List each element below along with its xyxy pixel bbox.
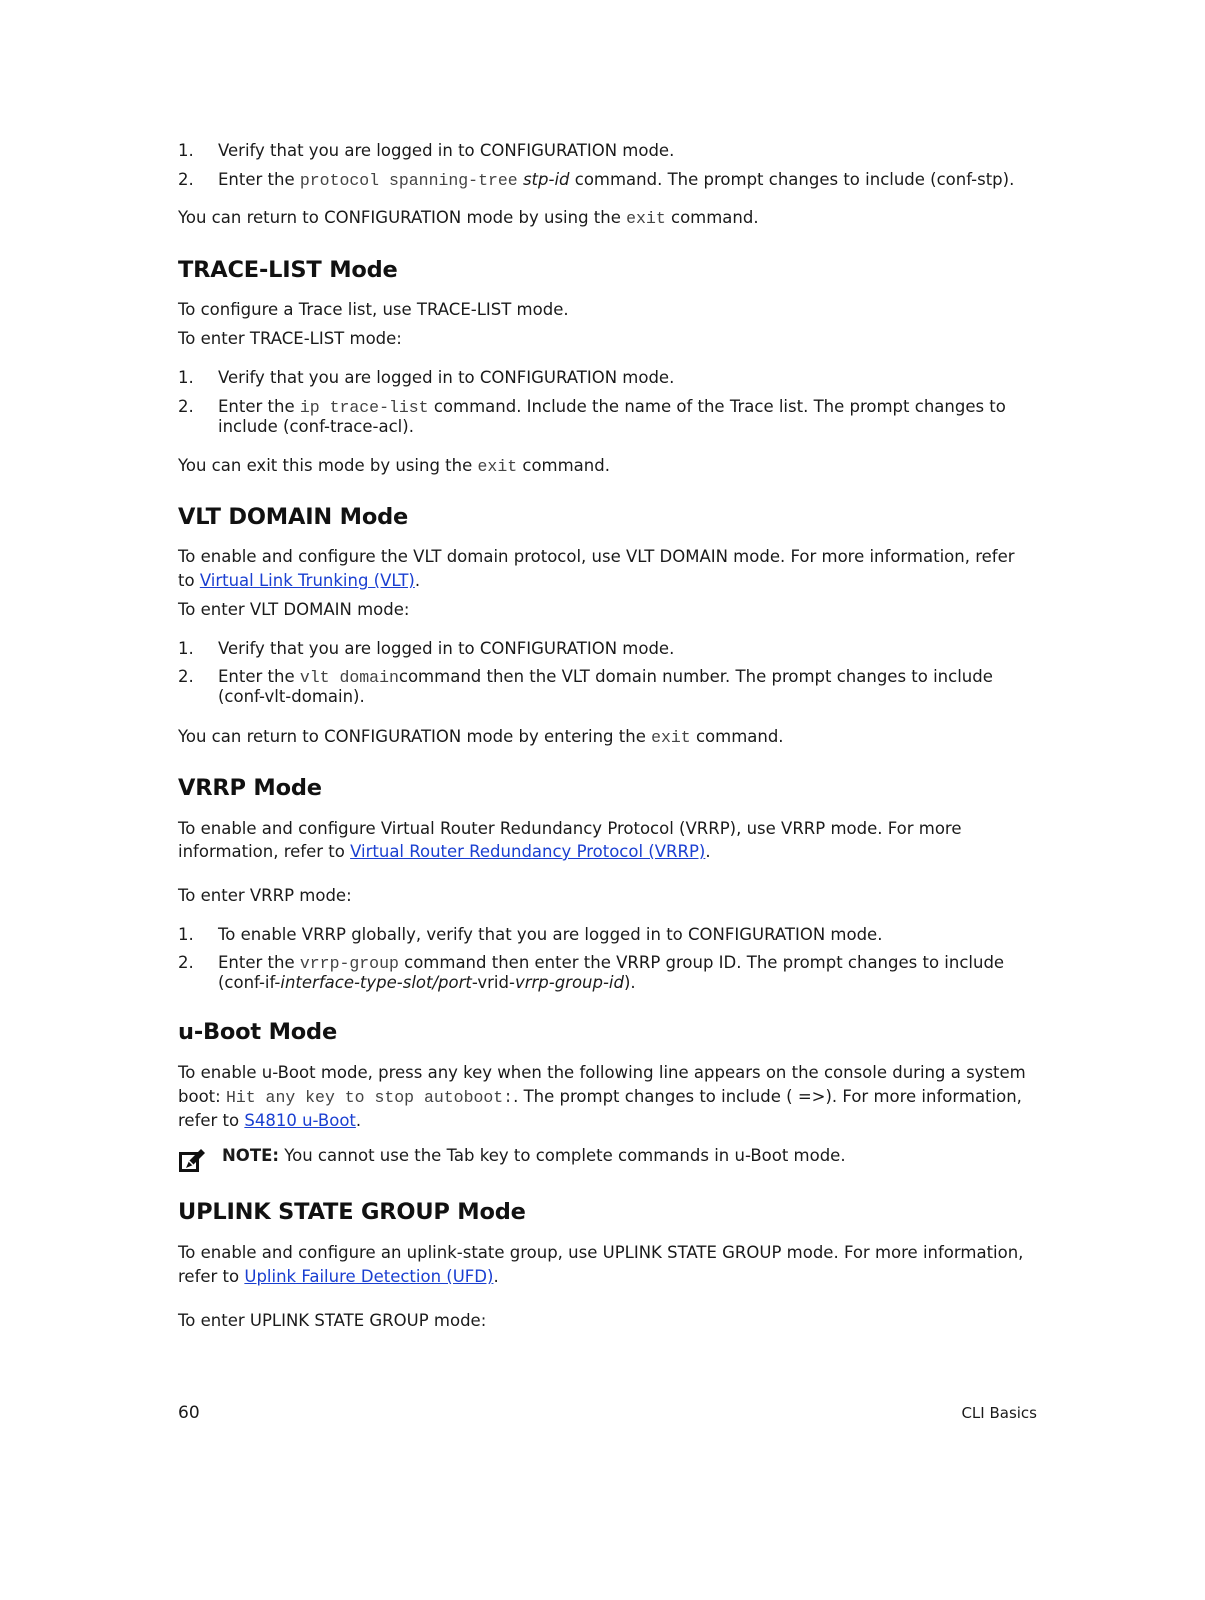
paragraph: You can exit this mode by using the exit command.: [178, 456, 610, 476]
list-number: 1.: [178, 925, 194, 944]
paragraph: To enter VLT DOMAIN mode:: [178, 600, 410, 619]
command-code: exit: [626, 209, 666, 228]
list-number: 1.: [178, 368, 194, 387]
paragraph: To enter UPLINK STATE GROUP mode:: [178, 1311, 487, 1330]
list-item-text-cont: (conf-if-interface-type-slot/port-vrid-vrrp-group-id).: [218, 973, 636, 992]
note-text: NOTE: You cannot use the Tab key to complete commands in u-Boot mode.: [222, 1146, 846, 1165]
list-number: 2.: [178, 667, 194, 686]
command-code: vlt domain: [299, 668, 399, 687]
list-item-text-cont: include (conf-trace-acl).: [218, 417, 414, 436]
paragraph: boot: Hit any key to stop autoboot:. The prompt changes to include ( =>). For more information,: [178, 1087, 1022, 1107]
section-heading: VLT DOMAIN Mode: [178, 504, 409, 530]
command-code: ip trace-list: [299, 398, 429, 417]
list-item-text: Enter the vrrp-group command then enter the VRRP group ID. The prompt changes to include: [218, 953, 1005, 973]
vrrp-link[interactable]: Virtual Router Redundancy Protocol (VRRP): [350, 842, 706, 861]
list-item-text: Enter the ip trace-list command. Include the name of the Trace list. The prompt changes to: [218, 397, 1006, 417]
paragraph: refer to S4810 u-Boot.: [178, 1111, 362, 1130]
vlt-link[interactable]: Virtual Link Trunking (VLT): [199, 571, 415, 590]
command-code: protocol spanning-tree: [299, 171, 518, 190]
command-code: exit: [651, 728, 691, 747]
list-number: 1.: [178, 639, 194, 658]
list-item-text: Verify that you are logged in to CONFIGURATION mode.: [218, 639, 675, 658]
paragraph: To enable and configure an uplink-state group, use UPLINK STATE GROUP mode. For more information,: [178, 1243, 1024, 1262]
section-heading: u-Boot Mode: [178, 1019, 338, 1045]
command-code: Hit any key to stop autoboot:: [225, 1088, 514, 1107]
paragraph: to Virtual Link Trunking (VLT).: [178, 571, 421, 590]
page-number: 60: [178, 1403, 200, 1423]
list-item-text: Verify that you are logged in to CONFIGURATION mode.: [218, 141, 675, 160]
paragraph: You can return to CONFIGURATION mode by entering the exit command.: [178, 727, 784, 747]
paragraph: You can return to CONFIGURATION mode by using the exit command.: [178, 208, 759, 228]
paragraph: information, refer to Virtual Router Redundancy Protocol (VRRP).: [178, 842, 711, 861]
note-pencil-icon: [178, 1146, 206, 1174]
paragraph: To enable u-Boot mode, press any key when the following line appears on the console during a system: [178, 1063, 1026, 1082]
list-item: [178, 140, 194, 162]
paragraph: To enable and configure the VLT domain protocol, use VLT DOMAIN mode. For more information, refer: [178, 547, 1015, 566]
list-item-text: Verify that you are logged in to CONFIGURATION mode.: [218, 368, 675, 387]
paragraph: To enter TRACE-LIST mode:: [178, 329, 402, 348]
section-heading: UPLINK STATE GROUP Mode: [178, 1199, 526, 1225]
list-number: 1.: [178, 141, 194, 160]
command-code: vrrp-group: [299, 954, 399, 973]
paragraph: To enter VRRP mode:: [178, 886, 352, 905]
section-heading: TRACE-LIST Mode: [178, 257, 398, 283]
uboot-link[interactable]: S4810 u-Boot: [244, 1111, 356, 1130]
list-number: 2.: [178, 170, 194, 189]
footer-section-title: CLI Basics: [961, 1404, 1037, 1422]
section-heading: VRRP Mode: [178, 775, 322, 801]
list-number: 2.: [178, 397, 194, 416]
list-item-text-cont: (conf-vlt-domain).: [218, 687, 365, 706]
command-code: exit: [477, 457, 518, 476]
note-label: NOTE:: [222, 1146, 279, 1165]
ufd-link[interactable]: Uplink Failure Detection (UFD): [244, 1267, 494, 1286]
paragraph: To configure a Trace list, use TRACE-LIST mode.: [178, 300, 569, 319]
list-item-text: Enter the protocol spanning-tree stp-id command. The prompt changes to include (conf-stp).: [218, 170, 1015, 190]
list-item-text: Enter the vlt domaincommand then the VLT domain number. The prompt changes to include: [218, 667, 993, 687]
list-number: 2.: [178, 953, 194, 972]
paragraph: refer to Uplink Failure Detection (UFD).: [178, 1267, 499, 1286]
list-item-text: To enable VRRP globally, verify that you are logged in to CONFIGURATION mode.: [218, 925, 883, 944]
paragraph: To enable and configure Virtual Router Redundancy Protocol (VRRP), use VRRP mode. For more: [178, 819, 962, 838]
